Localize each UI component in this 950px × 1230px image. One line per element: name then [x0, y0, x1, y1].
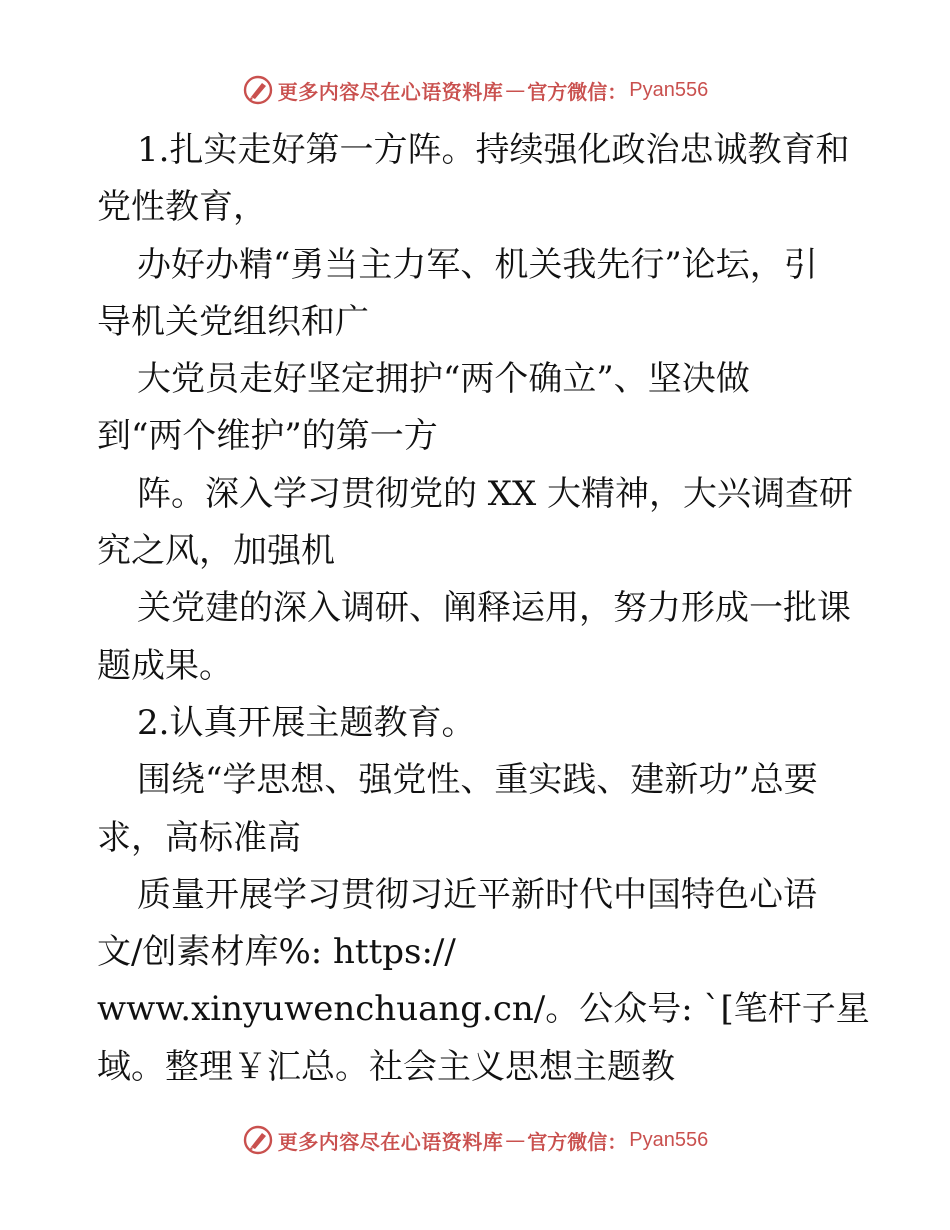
body-line: 文/创素材库%: https://	[97, 932, 456, 973]
footer-banner-official-label: 官方微信：	[527, 1129, 628, 1154]
body-line: 阵。深入学习贯彻党的 XX 大精神，大兴调查研	[137, 473, 854, 514]
body-line: 1.扎实走好第一方阵。持续强化政治忠诚教育和	[137, 130, 850, 170]
footer-banner-dash: —	[505, 1128, 526, 1152]
footer-banner-wechat-id: Pyan556	[629, 1128, 709, 1151]
body-line: 大党员走好坚定拥护“两个确立”、坚决做	[137, 359, 750, 400]
footer-banner-title: 更多内容尽在心语资料库	[277, 1129, 504, 1154]
footer-watermark-banner	[0, 1118, 950, 1162]
body-line: 究之风，加强机	[97, 531, 335, 572]
pen-circle-icon	[242, 1124, 274, 1156]
body-line: 围绕“学思想、强党性、重实践、建新功”总要	[137, 760, 818, 801]
body-line: www.xinyuwenchuang.cn/。公众号: `[笔杆子星	[97, 989, 870, 1030]
body-line: 关党建的深入调研、阐释运用，努力形成一批课	[137, 588, 851, 629]
pen-circle-icon	[242, 74, 274, 106]
header-banner-title: 更多内容尽在心语资料库	[277, 79, 504, 104]
header-banner-dash: —	[505, 78, 526, 102]
document-body	[97, 122, 870, 1096]
body-line: 导机关党组织和广	[97, 301, 369, 342]
body-line: 质量开展学习贯彻习近平新时代中国特色心语	[137, 874, 817, 915]
body-line: 2.认真开展主题教育。	[137, 702, 476, 743]
body-line: 到“两个维护”的第一方	[97, 416, 438, 457]
body-line: 办好办精“勇当主力军、机关我先行”论坛，引	[137, 244, 818, 285]
header-watermark-banner	[0, 68, 950, 112]
header-banner-official-label: 官方微信：	[527, 79, 628, 104]
header-banner-wechat-id: Pyan556	[629, 78, 709, 101]
body-line: 党性教育，	[97, 187, 267, 228]
body-line: 求，高标准高	[97, 817, 301, 858]
body-line: 题成果。	[97, 645, 233, 686]
body-line: 域。整理￥汇总。社会主义思想主题教	[97, 1046, 675, 1087]
